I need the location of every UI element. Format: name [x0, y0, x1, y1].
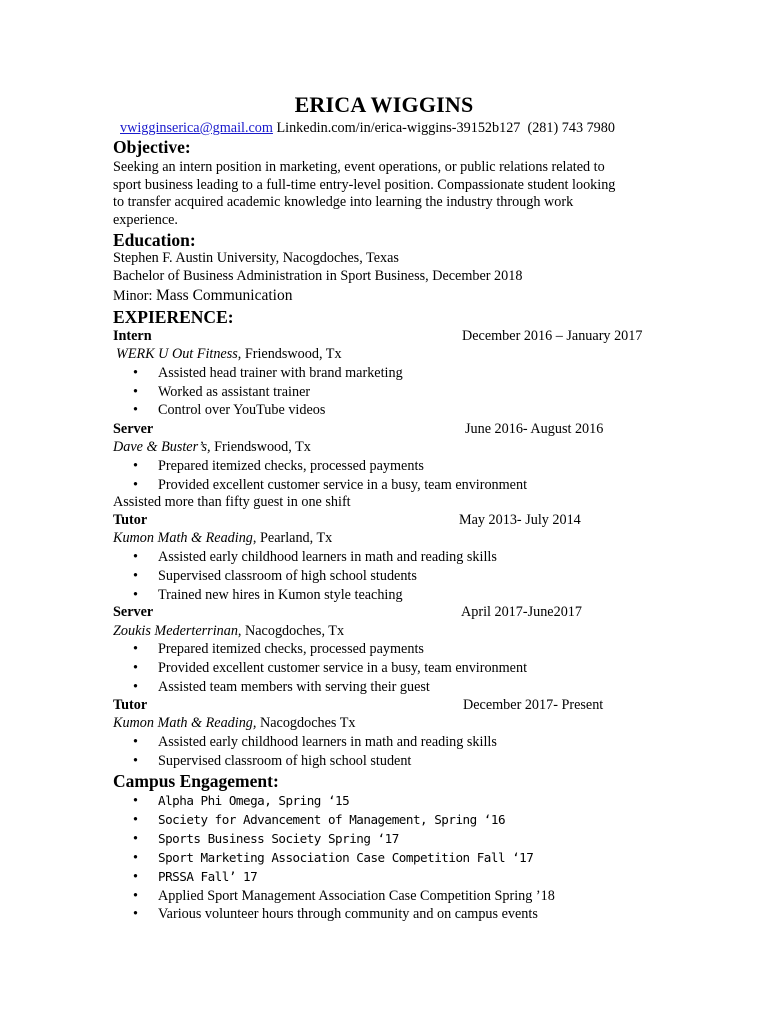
objective-line: Seeking an intern position in marketing, event operations, or public relations related to [113, 159, 605, 175]
list-item: • Assisted head trainer with brand marketing [133, 365, 403, 381]
education-minor [113, 287, 292, 306]
list-item: • Sports Business Society Spring ‘17 [133, 831, 399, 847]
list-item: • Society for Advancement of Management, Spring ‘16 [133, 812, 506, 828]
list-item: • Supervised classroom of high school student [133, 753, 412, 769]
objective-heading: Objective: [113, 137, 191, 157]
list-item: • Supervised classroom of high school students [133, 568, 417, 584]
candidate-name: ERICA WIGGINS [294, 92, 474, 117]
email-link[interactable]: vwigginserica@gmail.com [120, 120, 273, 136]
list-item: • Provided excellent customer service in a busy, team environment [133, 477, 528, 493]
list-item: • Assisted early childhood learners in math and reading skills [133, 549, 497, 565]
job-dates: April 2017-June2017 [461, 604, 582, 620]
list-item: • Prepared itemized checks, processed payments [133, 641, 424, 657]
education-school: Stephen F. Austin University, Nacogdoches, Texas [113, 250, 399, 266]
job-title: Tutor [113, 697, 148, 713]
list-item: • Assisted early childhood learners in math and reading skills [133, 734, 497, 750]
list-item: • Worked as assistant trainer [133, 384, 311, 400]
job-dates: June 2016- August 2016 [465, 421, 604, 437]
list-item: • Control over YouTube videos [133, 402, 326, 418]
experience-heading: EXPIERENCE: [113, 307, 234, 327]
job-employer: Dave & Buster’s, Friendswood, Tx [113, 439, 311, 455]
job-title: Server [113, 604, 154, 620]
job-dates: May 2013- July 2014 [459, 512, 581, 528]
job-employer: Zoukis Mederterrinan, Nacogdoches, Tx [113, 623, 345, 639]
job-title: Tutor [113, 512, 148, 528]
job-employer: WERK U Out Fitness, Friendswood, Tx [116, 346, 342, 362]
list-item: • Alpha Phi Omega, Spring ‘15 [133, 793, 350, 809]
job-title: Intern [113, 328, 152, 344]
list-item: • Prepared itemized checks, processed payments [133, 458, 424, 474]
minor-value: Mass Communication [155, 287, 293, 304]
objective-line: sport business leading to a full-time entry-level position. Compassionate student looking [113, 177, 616, 193]
phone-text: (281) 743 7980 [527, 120, 615, 136]
objective-line: experience. [113, 212, 178, 228]
list-item: • Trained new hires in Kumon style teaching [133, 587, 403, 603]
job-employer: Kumon Math & Reading, Nacogdoches Tx [113, 715, 356, 731]
linkedin-text: Linkedin.com/in/erica-wiggins-39152b127 [276, 120, 521, 136]
list-item: • Various volunteer hours through community and on campus events [133, 906, 538, 922]
education-heading: Education: [113, 230, 196, 250]
job-dates: December 2016 – January 2017 [462, 328, 643, 344]
list-item: • PRSSA Fall’ 17 [133, 869, 258, 885]
list-item: • Applied Sport Management Association Case Competition Spring ’18 [133, 888, 555, 904]
job-note: Assisted more than fifty guest in one shift [113, 494, 351, 510]
contact-line [120, 120, 720, 137]
job-title: Server [113, 421, 154, 437]
campus-heading: Campus Engagement: [113, 771, 279, 791]
job-dates: December 2017- Present [463, 697, 604, 713]
list-item: • Assisted team members with serving their guest [133, 679, 430, 695]
list-item: • Sport Marketing Association Case Competition Fall ‘17 [133, 850, 534, 866]
list-item: • Provided excellent customer service in a busy, team environment [133, 660, 528, 676]
objective-line: to transfer acquired academic knowledge into learning the industry through work [113, 194, 574, 210]
minor-label: Minor: [113, 288, 156, 304]
education-degree: Bachelor of Business Administration in Sport Business, December 2018 [113, 268, 523, 284]
job-employer: Kumon Math & Reading, Pearland, Tx [113, 530, 333, 546]
